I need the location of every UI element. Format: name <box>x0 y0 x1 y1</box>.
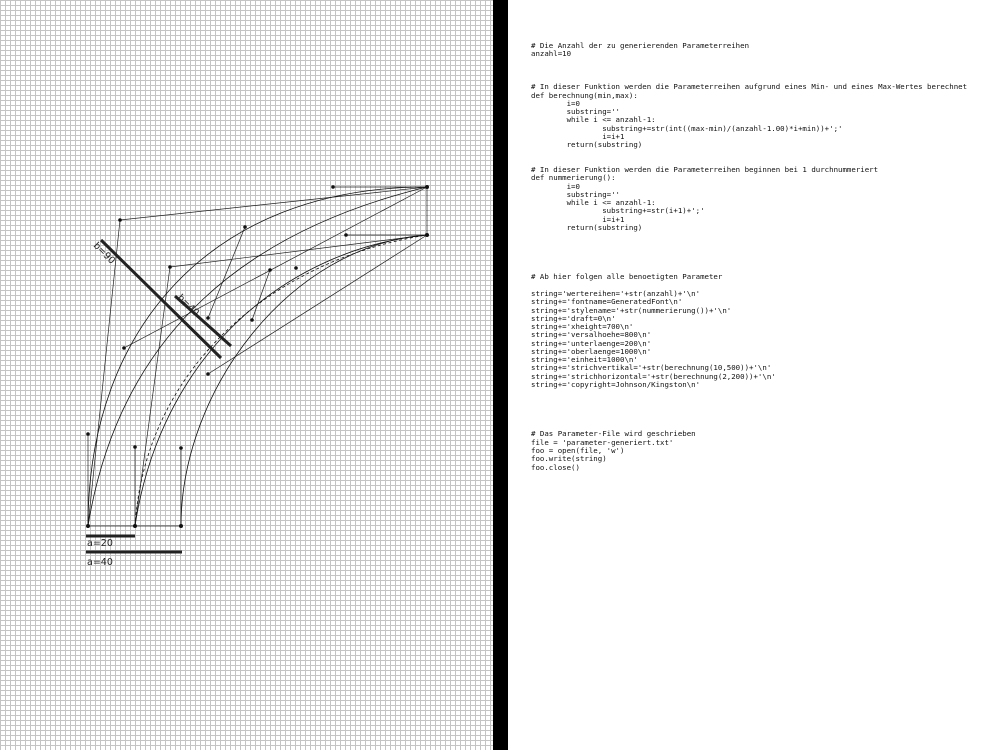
code-line <box>531 240 967 248</box>
code-line: while i <= anzahl-1: <box>531 115 656 125</box>
code-line: foo.write(string) <box>531 454 607 464</box>
control-point <box>179 446 183 450</box>
outer-curve-variant <box>88 187 427 526</box>
label-a-large: a=40 <box>87 557 113 568</box>
code-line <box>531 406 967 414</box>
anchor-points <box>86 185 429 528</box>
code-line <box>531 149 967 157</box>
code-line: while i <= anzahl-1: <box>531 198 656 208</box>
grid-canvas <box>0 0 493 750</box>
code-line: string+='unterlaenge=200\n' <box>531 338 652 348</box>
code-line <box>531 397 967 405</box>
control-point <box>122 346 126 350</box>
code-line <box>531 389 967 397</box>
code-line: substring='' <box>531 189 620 199</box>
handle-line <box>170 235 427 267</box>
code-line: substring+=str(i+1)+';' <box>531 206 705 216</box>
handle-line <box>252 270 270 320</box>
code-line: string+='oberlaenge=1000\n' <box>531 346 652 356</box>
code-line: return(substring) <box>531 222 643 232</box>
code-line: string='wertereihen='+str(anzahl)+'\n' <box>531 288 701 298</box>
code-line: # Das Parameter-File wird geschrieben <box>531 429 696 439</box>
black-divider <box>493 0 508 750</box>
code-line <box>531 67 967 75</box>
control-point <box>250 318 254 322</box>
code-line <box>531 414 967 422</box>
stroke-width-bars <box>86 240 231 552</box>
code-line: string+='stylename='+str(nummerierung())+'\n' <box>531 305 732 315</box>
handle-line <box>208 235 427 374</box>
code-line: # Die Anzahl der zu generierenden Parameterreihen <box>531 41 750 50</box>
code-line: return(substring) <box>531 140 643 150</box>
bezier-construction-diagram <box>0 0 493 750</box>
control-point <box>86 432 90 436</box>
control-point <box>133 445 137 449</box>
code-line: string+='fontname=GeneratedFont\n' <box>531 297 683 307</box>
code-line: i=i+1 <box>531 214 625 224</box>
control-handles <box>88 187 427 526</box>
handle-line <box>120 187 427 220</box>
label-a-small: a=20 <box>87 538 113 549</box>
code-line: def berechnung(min,max): <box>531 90 638 100</box>
control-point <box>331 185 335 189</box>
code-line: # In dieser Funktion werden die Parameterreihen aufgrund eines Min- und eines Max-Wertes berechnet <box>531 82 968 92</box>
code-line: anzahl=10 <box>531 49 572 59</box>
code-line: string+='strichhorizontal='+str(berechnung(2,200))+'\n' <box>531 371 776 381</box>
code-line: # Ab hier folgen alle benoetigten Parameter <box>531 272 723 282</box>
code-line: string+='draft=0\n' <box>531 313 616 323</box>
anchor-point <box>425 185 429 189</box>
code-line: foo.close() <box>531 462 580 472</box>
code-line: foo = open(file, 'w') <box>531 446 625 456</box>
anchor-point <box>179 524 183 528</box>
label-b-large: b=90 <box>90 240 118 267</box>
control-point <box>168 265 172 269</box>
anchor-point <box>86 524 90 528</box>
code-line <box>531 59 967 67</box>
label-b-small: b=40 <box>174 292 202 319</box>
code-line <box>531 249 967 257</box>
code-line: file = 'parameter-generiert.txt' <box>531 437 674 447</box>
code-line: string+='strichvertikal='+str(berechnung(10,500))+'\n' <box>531 363 772 373</box>
code-line: i=i+1 <box>531 131 625 141</box>
control-point <box>344 233 348 237</box>
dashed-interpolated-curve <box>135 235 427 526</box>
anchor-point <box>425 233 429 237</box>
code-line: i=0 <box>531 98 580 108</box>
code-line: substring='' <box>531 107 620 117</box>
code-line: string+='copyright=Johnson/Kingston\n' <box>531 379 701 389</box>
inner-curve-small <box>181 235 427 526</box>
code-line <box>531 257 967 265</box>
code-line: string+='xheight=700\n' <box>531 322 634 332</box>
code-line <box>531 232 967 240</box>
control-point <box>243 225 247 229</box>
code-line: string+='versalhoehe=800\n' <box>531 330 652 340</box>
code-line: def nummerierung(): <box>531 173 616 183</box>
control-point <box>206 316 210 320</box>
anchor-point <box>133 524 137 528</box>
control-point <box>294 266 298 270</box>
bezier-curves <box>88 187 427 526</box>
control-point <box>206 372 210 376</box>
python-code-listing <box>531 42 967 472</box>
code-panel <box>508 0 1000 750</box>
inner-curve <box>135 235 427 526</box>
control-point <box>118 218 122 222</box>
control-point <box>268 268 272 272</box>
code-line: i=0 <box>531 181 580 191</box>
outer-curve <box>88 187 427 526</box>
code-line: # In dieser Funktion werden die Parameterreihen beginnen bei 1 durchnummeriert <box>531 164 879 174</box>
code-line: string+='einheit=1000\n' <box>531 355 638 365</box>
code-line: substring+=str(int((max-min)/(anzahl-1.00)*i+min))+';' <box>531 123 843 133</box>
handle-line <box>88 220 120 526</box>
handle-line <box>208 227 245 318</box>
